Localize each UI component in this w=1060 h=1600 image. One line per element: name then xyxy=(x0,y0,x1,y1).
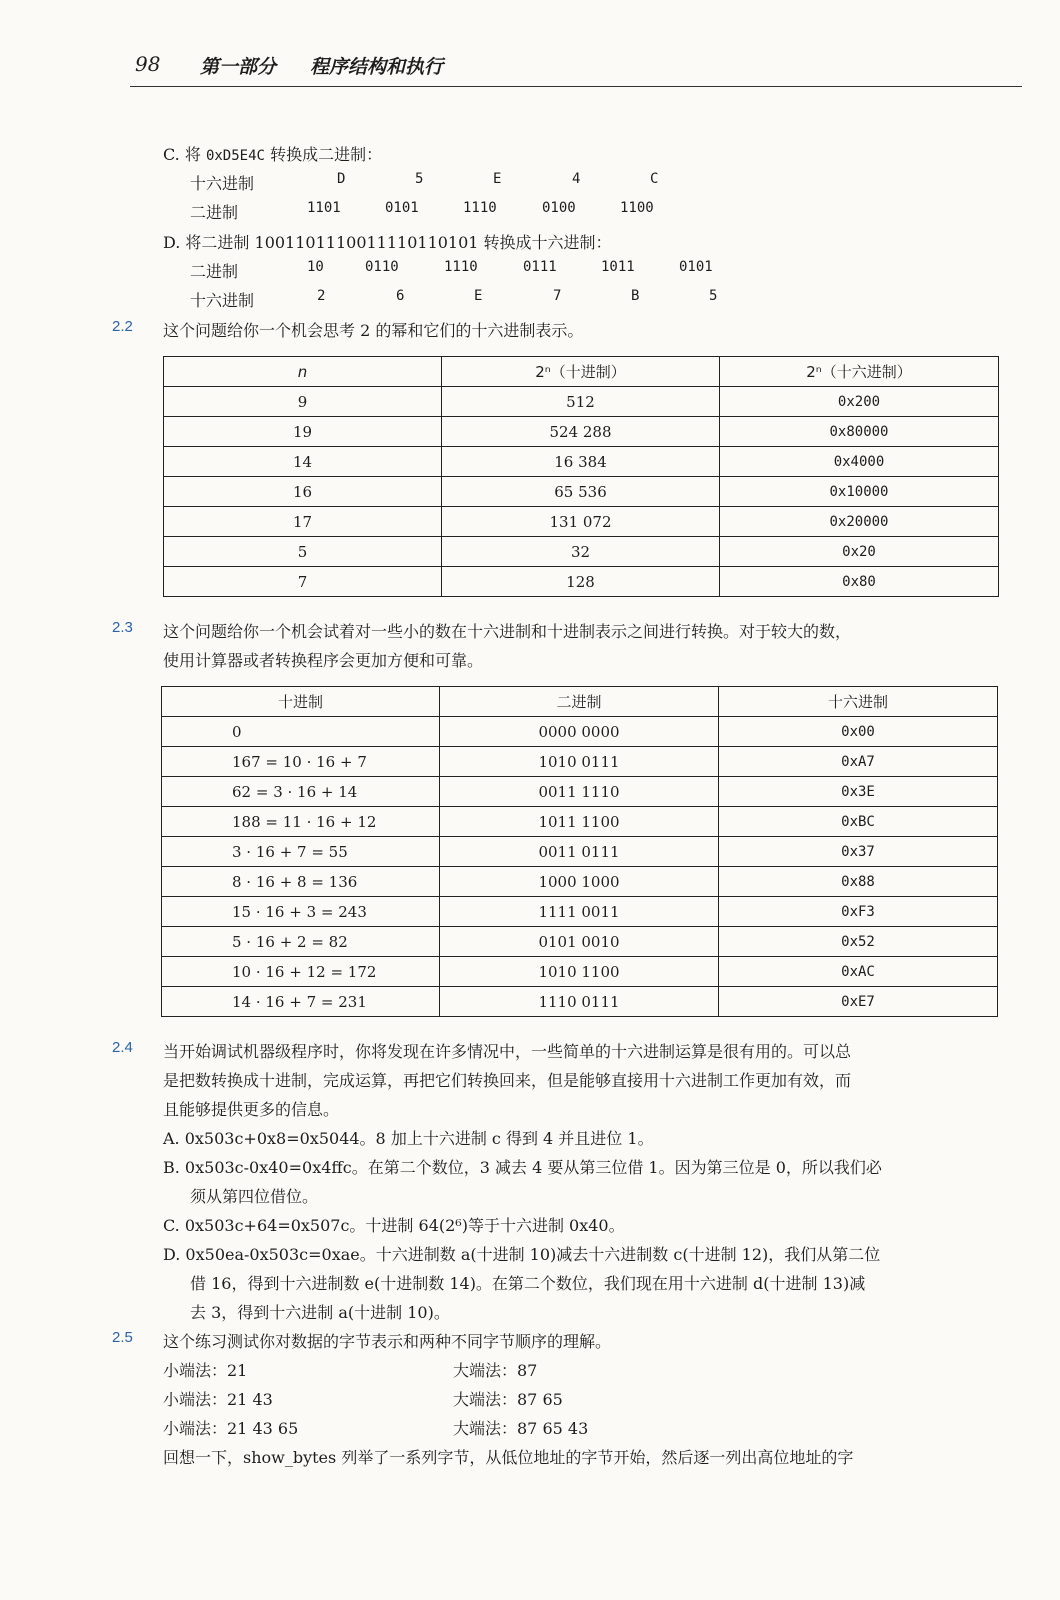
table-row: 188 = 11 · 16 + 12 1011 1100 0xBC xyxy=(162,807,998,837)
table-row: 19 524 288 0x80000 xyxy=(164,417,999,447)
table-header-row xyxy=(164,357,999,387)
problem-2-4-c: C. 0x503c+64=0x507c。十进制 64(2⁶)等于十六进制 0x40。 xyxy=(163,1216,625,1235)
problem-2-4-d2: 借 16，得到十六进制数 e(十进制数 14)。在第二个数位，我们现在用十六进制 d(十进制 13)减 xyxy=(190,1274,866,1293)
problem-number-2-5: 2.5 xyxy=(112,1329,133,1346)
page-header xyxy=(130,48,1022,87)
chapter-title: 程序结构和执行 xyxy=(310,56,444,78)
section-c-hex-row: 十六进制 D 5 E 4 C xyxy=(190,171,659,193)
big-endian-row-2: 大端法：87 65 xyxy=(453,1390,563,1409)
big-endian-row-3: 大端法：87 65 43 xyxy=(453,1419,589,1438)
table-row: 15 · 16 + 3 = 243 1111 0011 0xF3 xyxy=(162,897,998,927)
header-hex: 十六进制 xyxy=(719,687,998,717)
table-row: 5 32 0x20 xyxy=(164,537,999,567)
table-row: 17 131 072 0x20000 xyxy=(164,507,999,537)
table-row: 62 = 3 · 16 + 14 0011 1110 0x3E xyxy=(162,777,998,807)
section-d-hex-row: 十六进制 2 6 E 7 B 5 xyxy=(190,288,718,310)
header-decimal: 2ⁿ（十进制） xyxy=(442,357,720,387)
section-d-heading: D. 将二进制 1001101110011110110101 转换成十六进制： xyxy=(163,233,612,252)
table-row: 14 16 384 0x4000 xyxy=(164,447,999,477)
section-d-bin-row: 二进制 10 0110 1110 0111 1011 0101 xyxy=(190,259,713,281)
problem-number-2-4: 2.4 xyxy=(112,1039,133,1056)
problem-2-5-footer: 回想一下，show_bytes 列举了一系列字节，从低位地址的字节开始，然后逐一列出高位地址的字 xyxy=(163,1448,854,1467)
problem-2-4-b1: B. 0x503c-0x40=0x4ffc。在第二个数位，3 减去 4 要从第三位借 1。因为第三位是 0，所以我们必 xyxy=(163,1158,882,1177)
table-row: 5 · 16 + 2 = 82 0101 0010 0x52 xyxy=(162,927,998,957)
problem-2-3-line1: 这个问题给你一个机会试着对一些小的数在十六进制和十进制表示之间进行转换。对于较大的数， xyxy=(163,622,852,641)
problem-2-2-text: 这个问题给你一个机会思考 2 的幂和它们的十六进制表示。 xyxy=(163,321,584,340)
table-row: 7 128 0x80 xyxy=(164,567,999,597)
little-endian-row-3: 小端法：21 43 65 xyxy=(163,1419,299,1438)
table-row: 14 · 16 + 7 = 231 1110 0111 0xE7 xyxy=(162,987,998,1017)
part-label: 第一部分 xyxy=(200,56,277,78)
header-n: n xyxy=(164,357,442,387)
section-c-bin-row: 二进制 1101 0101 1110 0100 1100 xyxy=(190,200,654,222)
problem-2-4-b2: 须从第四位借位。 xyxy=(190,1187,319,1206)
little-endian-row-1: 小端法：21 xyxy=(163,1361,248,1380)
problem-2-4-d3: 去 3，得到十六进制 a(十进制 10)。 xyxy=(190,1303,450,1322)
table-row: 8 · 16 + 8 = 136 1000 1000 0x88 xyxy=(162,867,998,897)
table-row: 16 65 536 0x10000 xyxy=(164,477,999,507)
table-row: 3 · 16 + 7 = 55 0011 0111 0x37 xyxy=(162,837,998,867)
problem-2-5-text: 这个练习测试你对数据的字节表示和两种不同字节顺序的理解。 xyxy=(163,1332,612,1351)
problem-2-4-line2: 是把数转换成十进制，完成运算，再把它们转换回来，但是能够直接用十六进制工作更加有效，而 xyxy=(163,1071,852,1090)
table-row: 9 512 0x200 xyxy=(164,387,999,417)
problem-number-2-3: 2.3 xyxy=(112,619,133,636)
page-number: 98 xyxy=(135,52,161,76)
little-endian-row-2: 小端法：21 43 xyxy=(163,1390,273,1409)
table-row: 0 0000 0000 0x00 xyxy=(162,717,998,747)
powers-of-two-table xyxy=(163,356,999,597)
header-binary: 二进制 xyxy=(440,687,719,717)
section-c-heading: C. 将 0xD5E4C 转换成二进制： xyxy=(163,145,383,164)
problem-2-3-line2: 使用计算器或者转换程序会更加方便和可靠。 xyxy=(163,651,484,670)
header-hex: 2ⁿ（十六进制） xyxy=(720,357,999,387)
hex-decimal-table xyxy=(161,686,998,1017)
problem-2-4-a: A. 0x503c+0x8=0x5044。8 加上十六进制 c 得到 4 并且进位 1。 xyxy=(163,1129,654,1148)
problem-number-2-2: 2.2 xyxy=(112,318,133,335)
problem-2-4-line3: 且能够提供更多的信息。 xyxy=(163,1100,340,1119)
big-endian-row-1: 大端法：87 xyxy=(453,1361,538,1380)
problem-2-4-line1: 当开始调试机器级程序时，你将发现在许多情况中，一些简单的十六进制运算是很有用的。可以总 xyxy=(163,1042,852,1061)
table-row: 10 · 16 + 12 = 172 1010 1100 0xAC xyxy=(162,957,998,987)
problem-2-4-d1: D. 0x50ea-0x503c=0xae。十六进制数 a(十进制 10)减去十六进制数 c(十进制 12)，我们从第二位 xyxy=(163,1245,881,1264)
table-header-row xyxy=(162,687,998,717)
header-decimal: 十进制 xyxy=(162,687,440,717)
table-row: 167 = 10 · 16 + 7 1010 0111 0xA7 xyxy=(162,747,998,777)
